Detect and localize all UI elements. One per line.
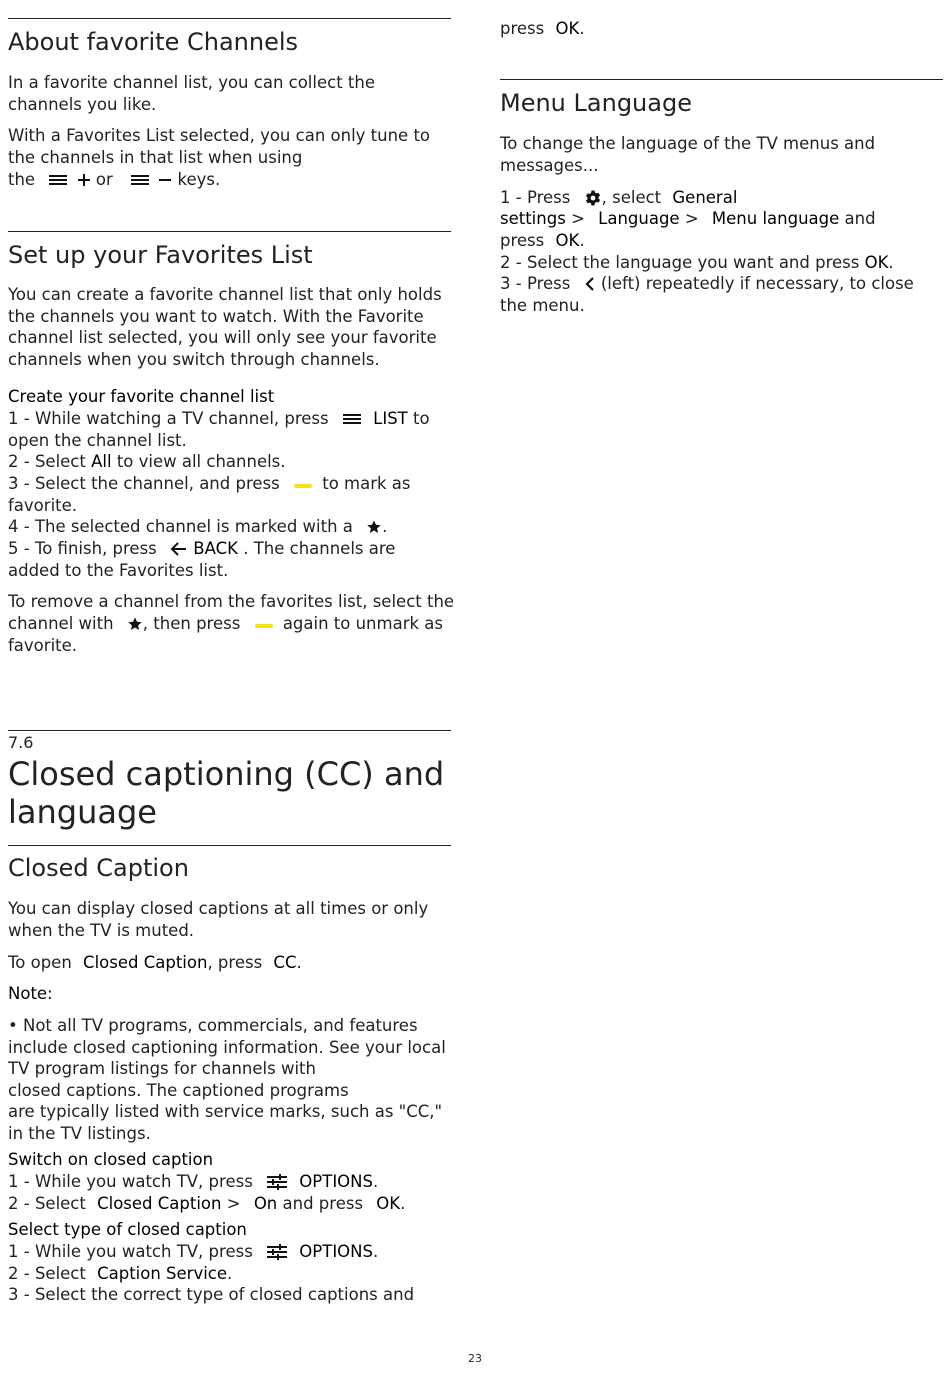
section-divider bbox=[8, 18, 451, 19]
all-option-label: All bbox=[91, 452, 112, 471]
step-5: 5 - To finish, press BACK . The channels are bbox=[8, 539, 396, 558]
star-icon bbox=[366, 519, 382, 535]
remove-favorite-line-3: favorite. bbox=[8, 636, 78, 655]
note-line-1: • Not all TV programs, commercials, and features bbox=[8, 1016, 418, 1035]
options-icon bbox=[266, 1174, 288, 1190]
chapter-title-line-2: language bbox=[8, 793, 157, 831]
menu-language-paragraph: To change the language of the TV menus and messages... bbox=[500, 134, 876, 175]
chevron-left-icon bbox=[584, 276, 596, 292]
cc-type-step-3: 3 - Select the correct type of closed captions and bbox=[8, 1285, 415, 1304]
continued-press-ok: press OK. bbox=[500, 19, 585, 38]
yellow-key-icon bbox=[254, 621, 274, 631]
chapter-title-line-1: Closed captioning (CC) and bbox=[8, 755, 445, 793]
ok-key-label: OK bbox=[864, 253, 889, 272]
remove-favorite-line-1: To remove a channel from the favorites list, select the bbox=[8, 592, 455, 611]
section-number: 7.6 bbox=[8, 733, 34, 752]
cc-step-1: 1 - While you watch TV, press OPTIONS. bbox=[8, 1172, 379, 1191]
step-3: 3 - Select the channel, and press to mark as bbox=[8, 474, 411, 493]
general-settings-label: General bbox=[672, 188, 738, 207]
list-icon bbox=[48, 173, 68, 187]
language-label: Language bbox=[598, 209, 680, 228]
note-line-3: TV program listings for channels with bbox=[8, 1059, 316, 1078]
minus-icon bbox=[158, 173, 172, 187]
about-favorites-paragraph-2: With a Favorites List selected, you can only tune to the channels in that list when using bbox=[8, 126, 431, 167]
caption-service-label: Caption Service bbox=[97, 1264, 228, 1283]
options-key-label: OPTIONS bbox=[299, 1242, 373, 1261]
back-arrow-icon bbox=[170, 541, 188, 557]
heading-about-favorites: About favorite Channels bbox=[8, 28, 299, 56]
list-icon bbox=[342, 412, 362, 426]
closed-caption-paragraph: You can display closed captions at all times or only when the TV is muted. bbox=[8, 899, 429, 940]
list-key-label: LIST bbox=[373, 409, 408, 428]
note-line-4: closed captions. The captioned programs bbox=[8, 1081, 349, 1100]
ok-key-label: OK bbox=[555, 19, 580, 38]
section-divider bbox=[8, 845, 451, 846]
closed-caption-label: Closed Caption bbox=[97, 1194, 222, 1213]
open-closed-caption-line: To open Closed Caption, press CC. bbox=[8, 953, 302, 972]
section-divider bbox=[500, 79, 943, 80]
back-key-label: BACK bbox=[193, 539, 238, 558]
cc-type-step-1: 1 - While you watch TV, press OPTIONS. bbox=[8, 1242, 379, 1261]
general-settings-label: settings bbox=[500, 209, 566, 228]
plus-icon bbox=[77, 173, 91, 187]
menu-language-step-3-continued: the menu. bbox=[500, 296, 585, 315]
cc-step-2: 2 - Select Closed Caption > On and press OK. bbox=[8, 1194, 406, 1213]
step-3-continued: favorite. bbox=[8, 496, 78, 515]
subheading-create-list: Create your favorite channel list bbox=[8, 387, 275, 406]
step-5-continued: added to the Favorites list. bbox=[8, 561, 229, 580]
heading-setup-favorites: Set up your Favorites List bbox=[8, 241, 313, 269]
subheading-select-cc-type: Select type of closed caption bbox=[8, 1220, 247, 1239]
menu-language-step-1: 1 - Press , select General bbox=[500, 188, 738, 207]
menu-language-step-1-line-3: press OK. bbox=[500, 231, 585, 250]
cc-type-step-2: 2 - Select Caption Service. bbox=[8, 1264, 233, 1283]
step-4: 4 - The selected channel is marked with a . bbox=[8, 517, 388, 536]
page-number: 23 bbox=[468, 1352, 482, 1365]
heading-menu-language: Menu Language bbox=[500, 89, 692, 117]
step-2: 2 - Select All to view all channels. bbox=[8, 452, 286, 471]
cc-key-label: CC bbox=[273, 953, 297, 972]
menu-language-step-2: 2 - Select the language you want and press OK. bbox=[500, 253, 894, 272]
remove-favorite-line-2: channel with , then press again to unmark as bbox=[8, 614, 443, 633]
about-favorites-keys-line: the or keys. bbox=[8, 170, 221, 189]
setup-favorites-paragraph: You can create a favorite channel list that only holds the channels you want to watch. With the Favorite channel list selected, you will only see your favorite channels when you switch through channels. bbox=[8, 285, 442, 370]
ok-key-label: OK bbox=[555, 231, 580, 250]
menu-language-step-3: 3 - Press (left) repeatedly if necessary, to close bbox=[500, 274, 914, 293]
step-1-continued: open the channel list. bbox=[8, 431, 187, 450]
options-icon bbox=[266, 1244, 288, 1260]
step-1: 1 - While watching a TV channel, press LIST to bbox=[8, 409, 430, 428]
closed-caption-label: Closed Caption bbox=[83, 953, 208, 972]
note-line-2: include closed captioning information. See your local bbox=[8, 1038, 446, 1057]
chapter-divider bbox=[8, 730, 451, 731]
yellow-key-icon bbox=[293, 481, 313, 491]
options-key-label: OPTIONS bbox=[299, 1172, 373, 1191]
heading-closed-caption: Closed Caption bbox=[8, 854, 189, 882]
note-label: Note: bbox=[8, 984, 53, 1003]
gear-icon bbox=[584, 189, 602, 207]
note-line-5: are typically listed with service marks, such as "CC," bbox=[8, 1102, 443, 1121]
note-line-6: in the TV listings. bbox=[8, 1124, 151, 1143]
star-icon bbox=[127, 616, 143, 632]
about-favorites-paragraph-1: In a favorite channel list, you can collect the channels you like. bbox=[8, 73, 375, 114]
menu-language-step-1-line-2: settings > Language > Menu language and bbox=[500, 209, 876, 228]
menu-language-label: Menu language bbox=[711, 209, 840, 228]
section-divider bbox=[8, 231, 451, 232]
ok-key-label: OK bbox=[376, 1194, 401, 1213]
subheading-switch-on-cc: Switch on closed caption bbox=[8, 1150, 214, 1169]
list-icon bbox=[130, 173, 150, 187]
on-option-label: On bbox=[253, 1194, 278, 1213]
